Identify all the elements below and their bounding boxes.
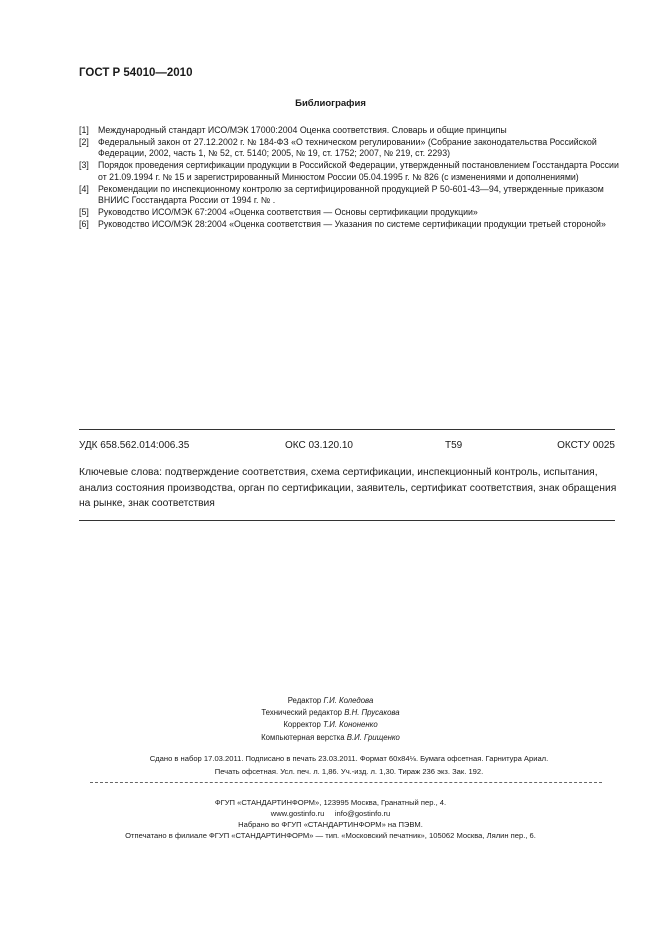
bibliography-item — [79, 184, 619, 207]
dashed-divider — [90, 782, 602, 783]
credit-role: Редактор — [287, 696, 322, 705]
credit-line — [0, 719, 661, 731]
bibliography-item-number: [4] — [79, 183, 89, 194]
keywords-block — [79, 465, 617, 512]
bibliography-item-number: [5] — [79, 206, 89, 217]
print-info-line: Печать офсетная. Усл. печ. л. 1,86. Уч.-изд. л. 1,30. Тираж 236 экз. Зак. 192. — [214, 767, 484, 776]
credits-block — [0, 695, 661, 744]
publisher-block — [0, 797, 661, 841]
bibliography-item-text: Федеральный закон от 27.12.2002 г. № 184-ФЗ «О техническом регулировании» (Собрание законодательства Российской Федерации, 2002, часть 1, № 52, ст. 5140; 2005, № 19, ст. 1752; 2007, № 219, ст. 2293) — [98, 136, 597, 159]
bibliography-item — [79, 125, 619, 137]
bibliography-item — [79, 160, 619, 183]
keywords-label: Ключевые слова: — [79, 467, 162, 478]
bibliography-item-text: Порядок проведения сертификации продукции в Российской Федерации, утвержденный постановлением Госстандарта России от 21.09.1994 г. № 15 и зарегистрированный Минюстом России 05.04.1995 г. № 826 (с изменениями и дополнениями) — [98, 160, 619, 182]
bibliography-item-number: [1] — [79, 125, 89, 135]
bibliography-item — [79, 137, 619, 160]
okstu-code: ОКСТУ 0025 — [557, 440, 615, 451]
credit-role: Компьютерная верстка — [261, 732, 345, 742]
credit-role: Корректор — [283, 720, 321, 730]
document-header: ГОСТ Р 54010—2010 — [79, 67, 193, 79]
print-info-line: Сдано в набор 17.03.2011. Подписано в печать 23.03.2011. Формат 60х84⅛. Бумага офсетная. Гарнитура Ариал. — [149, 754, 549, 763]
credit-line — [0, 707, 661, 719]
publisher-contacts: www.gostinfo.ru info@gostinfo.ru — [270, 809, 391, 818]
top-divider — [79, 429, 615, 430]
keywords-text: подтверждение соответствия, схема сертификации, инспекционный контроль, испытания, анализ состояния производства, орган по сертификации, заявитель, сертификат соответствия, знак обращения на рынке, знак соответствия — [79, 467, 617, 509]
bottom-divider — [79, 520, 615, 521]
credit-role: Технический редактор — [261, 708, 343, 718]
publisher-line: Набрано во ФГУП «СТАНДАРТИНФОРМ» на ПЭВМ. — [238, 820, 423, 829]
bibliography-item-number: [2] — [79, 136, 89, 147]
publisher-line: Отпечатано в филиале ФГУП «СТАНДАРТИНФОРМ» — тип. «Московский печатник», 105062 Москва, Лялин пер., 6. — [125, 831, 536, 840]
credit-name: Г.И. Коледова — [323, 696, 374, 705]
bibliography-item — [79, 207, 619, 219]
bibliography-item-text: Руководство ИСО/МЭК 28:2004 «Оценка соответствия — Указания по системе сертификации продукции третьей стороной» — [98, 218, 606, 229]
print-info — [79, 752, 619, 778]
credit-line — [0, 695, 661, 707]
udc-code: УДК 658.562.014:006.35 — [79, 440, 190, 451]
bibliography-title: Библиография — [295, 98, 366, 109]
bibliography-item-text: Рекомендации по инспекционному контролю за сертифицированной продукцией Р 50-601-43—94, утвержденные приказом ВНИИС Госстандарта России от 1994 г. № . — [98, 183, 604, 206]
credit-name: В.И. Грищенко — [346, 732, 400, 742]
bibliography-item — [79, 219, 619, 231]
bibliography-item-text: Руководство ИСО/МЭК 67:2004 «Оценка соответствия — Основы сертификации продукции» — [98, 206, 478, 217]
bibliography-item-number: [3] — [79, 160, 89, 171]
category-code: Т59 — [445, 440, 463, 451]
bibliography-list — [79, 125, 619, 230]
bibliography-item-text: Международный стандарт ИСО/МЭК 17000:2004 Оценка соответствия. Словарь и общие принципы — [98, 125, 507, 135]
credit-name: Т.И. Кононенко — [323, 720, 378, 730]
bibliography-item-number: [6] — [79, 218, 89, 229]
publisher-line: ФГУП «СТАНДАРТИНФОРМ», 123995 Москва, Гранатный пер., 4. — [214, 798, 447, 807]
credit-line — [0, 732, 661, 744]
credit-name: В.Н. Прусакова — [344, 708, 400, 718]
oks-code: ОКС 03.120.10 — [285, 440, 353, 451]
